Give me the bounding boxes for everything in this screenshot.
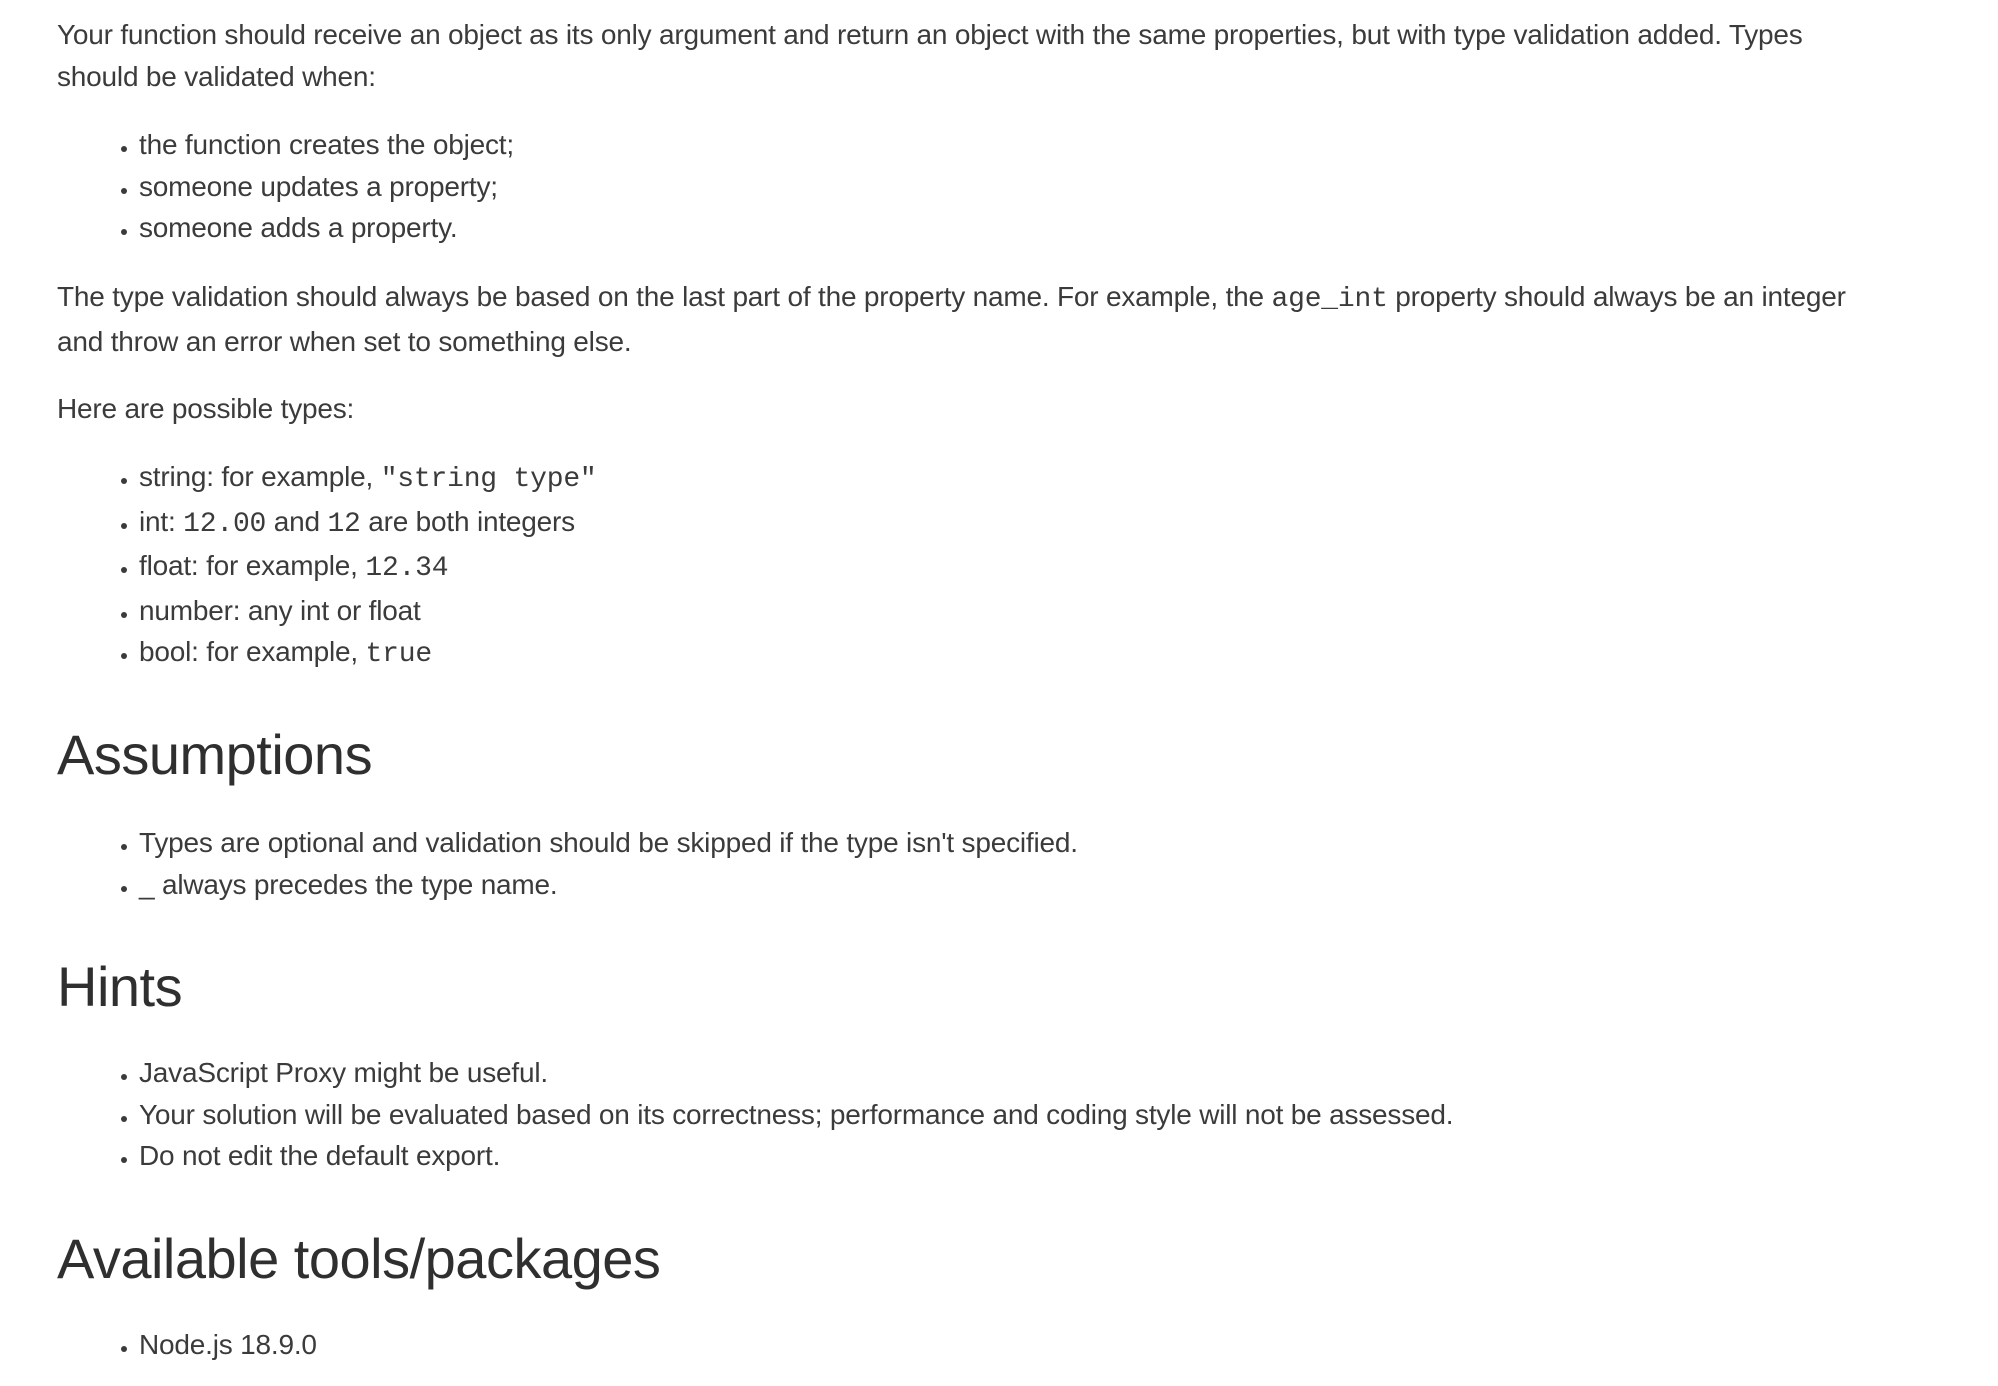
- type-item-string: [139, 456, 597, 501]
- assumptions-heading: Assumptions: [57, 723, 373, 786]
- type-item-number: [139, 590, 597, 632]
- type-int-middle: and: [266, 505, 328, 537]
- rule-text-after: property should always be an integer: [1387, 281, 1846, 312]
- type-float-code: 12.34: [365, 553, 449, 584]
- type-int-suffix: are both integers: [360, 505, 575, 537]
- rule-text-line-2: and throw an error when set to something else.: [57, 326, 632, 357]
- list-item: • Your solution will be evaluated based on its correctness; performance and coding style will not be assessed.: [139, 1094, 1453, 1136]
- assumptions-list: [57, 822, 1078, 905]
- rule-code-example: age_int: [1271, 284, 1388, 315]
- intro-line-2: should be validated when:: [57, 61, 376, 92]
- validation-triggers-list: [57, 124, 514, 249]
- type-item-bool: [139, 631, 597, 676]
- list-item: • Types are optional and validation should be skipped if the type isn't specified.: [139, 822, 1078, 864]
- list-item: • Node.js 18.9.0: [139, 1324, 317, 1366]
- list-item: • someone updates a property;: [139, 166, 514, 208]
- list-item: • JavaScript Proxy might be useful.: [139, 1052, 1453, 1094]
- type-string-label: string: for example,: [139, 461, 381, 492]
- type-item-float: [139, 545, 597, 590]
- type-int-code-1: 12.00: [183, 508, 267, 540]
- intro-line-1: Your function should receive an object as its only argument and return an object with the same properties, but with type validation added. Types: [57, 19, 1803, 50]
- list-item: • _ always precedes the type name.: [139, 864, 1078, 906]
- type-int-code-2: 12: [327, 508, 361, 540]
- intro-paragraph: [57, 14, 1957, 98]
- tools-heading: Available tools/packages: [57, 1227, 661, 1290]
- possible-types-list: [57, 456, 597, 676]
- list-item: • the function creates the object;: [139, 124, 514, 166]
- type-rule-paragraph: [57, 276, 1957, 363]
- tools-list: [57, 1324, 317, 1366]
- list-item: • Do not edit the default export.: [139, 1135, 1453, 1177]
- hints-list: [57, 1052, 1453, 1177]
- type-float-label: float: for example,: [139, 550, 366, 581]
- type-bool-code: true: [365, 639, 432, 670]
- types-intro: Here are possible types:: [57, 393, 355, 424]
- type-number-label: number: any int or float: [139, 594, 421, 626]
- type-bool-label: bool: for example,: [139, 636, 366, 667]
- list-item: • someone adds a property.: [139, 207, 514, 249]
- type-string-code: "string type": [380, 464, 597, 495]
- type-int-label: int:: [139, 505, 184, 537]
- rule-text-before: The type validation should always be based on the last part of the property name. For example, the: [57, 281, 1272, 312]
- type-item-int: [139, 501, 597, 546]
- hints-heading: Hints: [57, 955, 183, 1018]
